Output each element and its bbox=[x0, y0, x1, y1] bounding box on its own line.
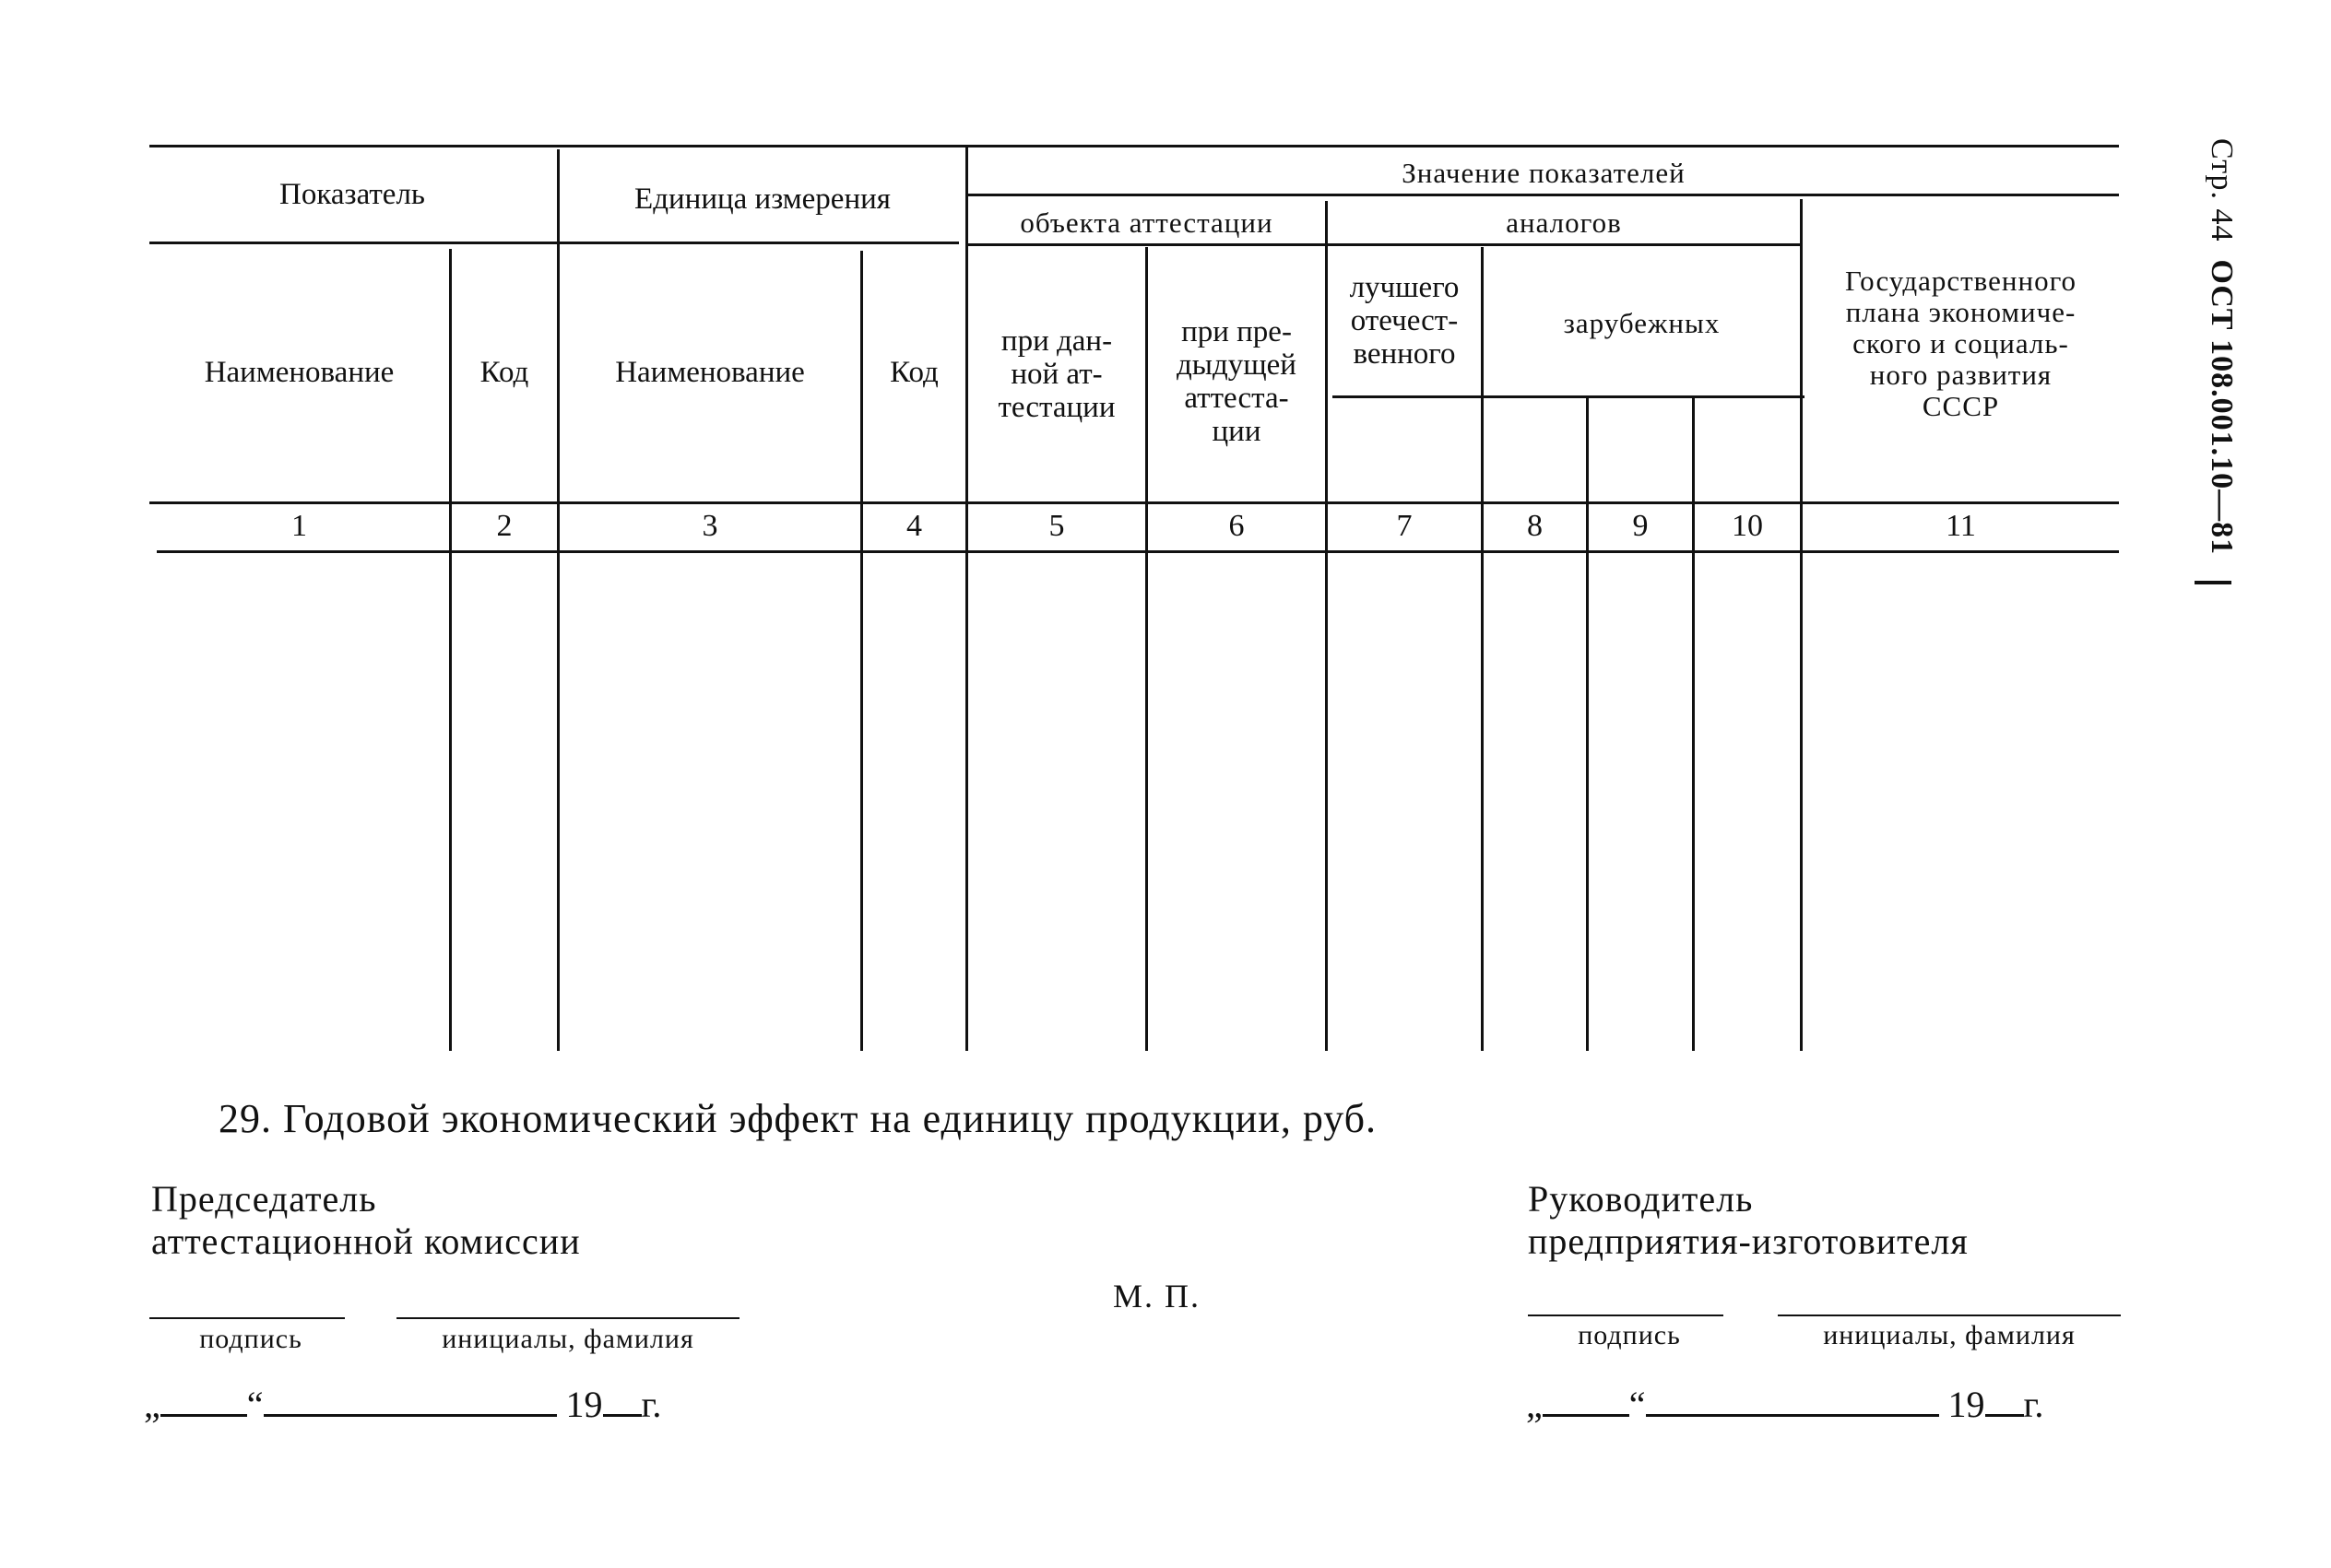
right-close-quote: “ bbox=[1628, 1384, 1646, 1425]
column-number: 2 bbox=[496, 509, 513, 543]
column-number: 3 bbox=[702, 509, 718, 543]
vline-8 bbox=[1586, 398, 1589, 1051]
vline-4 bbox=[965, 147, 968, 1051]
right-date-line bbox=[1526, 1383, 2043, 1426]
left-open-quote: „ bbox=[144, 1384, 160, 1425]
right-name-caption: инициалы, фамилия bbox=[1823, 1320, 2076, 1350]
header-analogs: аналогов bbox=[1506, 206, 1622, 239]
table-top-rule bbox=[149, 145, 2119, 147]
col-code-unit: Код bbox=[890, 356, 939, 389]
column-number: 10 bbox=[1732, 509, 1763, 543]
col-best-domestic: лучшего отечест- венного bbox=[1349, 271, 1460, 371]
vline-2 bbox=[557, 149, 560, 1051]
rule-analogs-sub bbox=[1332, 395, 1804, 398]
left-name-line bbox=[396, 1317, 740, 1319]
right-open-quote: „ bbox=[1526, 1384, 1543, 1425]
right-name-line bbox=[1778, 1315, 2121, 1316]
side-header-bar bbox=[2195, 581, 2231, 584]
right-signature-line bbox=[1528, 1315, 1723, 1316]
rule-header-bottom bbox=[149, 501, 2119, 504]
header-indicator: Показатель bbox=[279, 178, 425, 211]
vline-7 bbox=[1481, 247, 1484, 1051]
right-year: 19 bbox=[1947, 1384, 1985, 1425]
left-year-suffix: г. bbox=[641, 1384, 662, 1425]
standard-number: ОСТ 108.001.10—81 bbox=[2205, 259, 2239, 556]
col-name-unit: Наименование bbox=[615, 356, 805, 389]
left-signature-line bbox=[149, 1317, 345, 1319]
column-number: 11 bbox=[1946, 509, 1976, 543]
left-close-quote: “ bbox=[246, 1384, 264, 1425]
col-previous-attestation: при пре- дыдущей аттеста- ции bbox=[1177, 315, 1296, 448]
col-code-indicator: Код bbox=[479, 356, 529, 389]
right-year-suffix: г. bbox=[2023, 1384, 2044, 1425]
vline-9 bbox=[1692, 398, 1695, 1051]
rule-object-analogs bbox=[968, 243, 1803, 246]
column-number: 6 bbox=[1228, 509, 1245, 543]
stamp-placeholder: М. П. bbox=[1113, 1278, 1201, 1315]
right-signature-title: Руководитель предприятия-изготовителя bbox=[1528, 1178, 1969, 1262]
header-values: Значение показателей bbox=[1402, 157, 1686, 189]
column-number: 8 bbox=[1527, 509, 1543, 543]
rule-indicator-unit bbox=[149, 242, 959, 244]
column-number: 5 bbox=[1048, 509, 1065, 543]
item-29-annual-effect: 29. Годовой экономический эффект на единицу продукции, руб. bbox=[219, 1096, 1378, 1141]
header-unit: Единица измерения bbox=[634, 183, 891, 216]
col-current-attestation: при дан- ной ат- тестации bbox=[998, 324, 1116, 424]
header-object: объекта аттестации bbox=[1020, 206, 1273, 239]
col-state-plan: Государственного плана экономиче- ского и социаль- ного развития СССР bbox=[1844, 265, 2077, 422]
column-number: 9 bbox=[1632, 509, 1649, 543]
column-number: 4 bbox=[906, 509, 922, 543]
page-number: Стр. 44 bbox=[2205, 138, 2239, 242]
rule-values-under bbox=[968, 194, 2119, 196]
column-number: 7 bbox=[1396, 509, 1413, 543]
left-date-line bbox=[144, 1383, 661, 1426]
column-number: 1 bbox=[291, 509, 307, 543]
left-year: 19 bbox=[565, 1384, 603, 1425]
left-name-caption: инициалы, фамилия bbox=[442, 1324, 694, 1354]
left-signature-title: Председатель аттестационной комиссии bbox=[151, 1178, 581, 1262]
right-signature-caption: подпись bbox=[1578, 1320, 1681, 1350]
col-name-indicator: Наименование bbox=[204, 356, 395, 389]
left-signature-caption: подпись bbox=[199, 1324, 302, 1354]
col-foreign: зарубежных bbox=[1563, 307, 1721, 339]
